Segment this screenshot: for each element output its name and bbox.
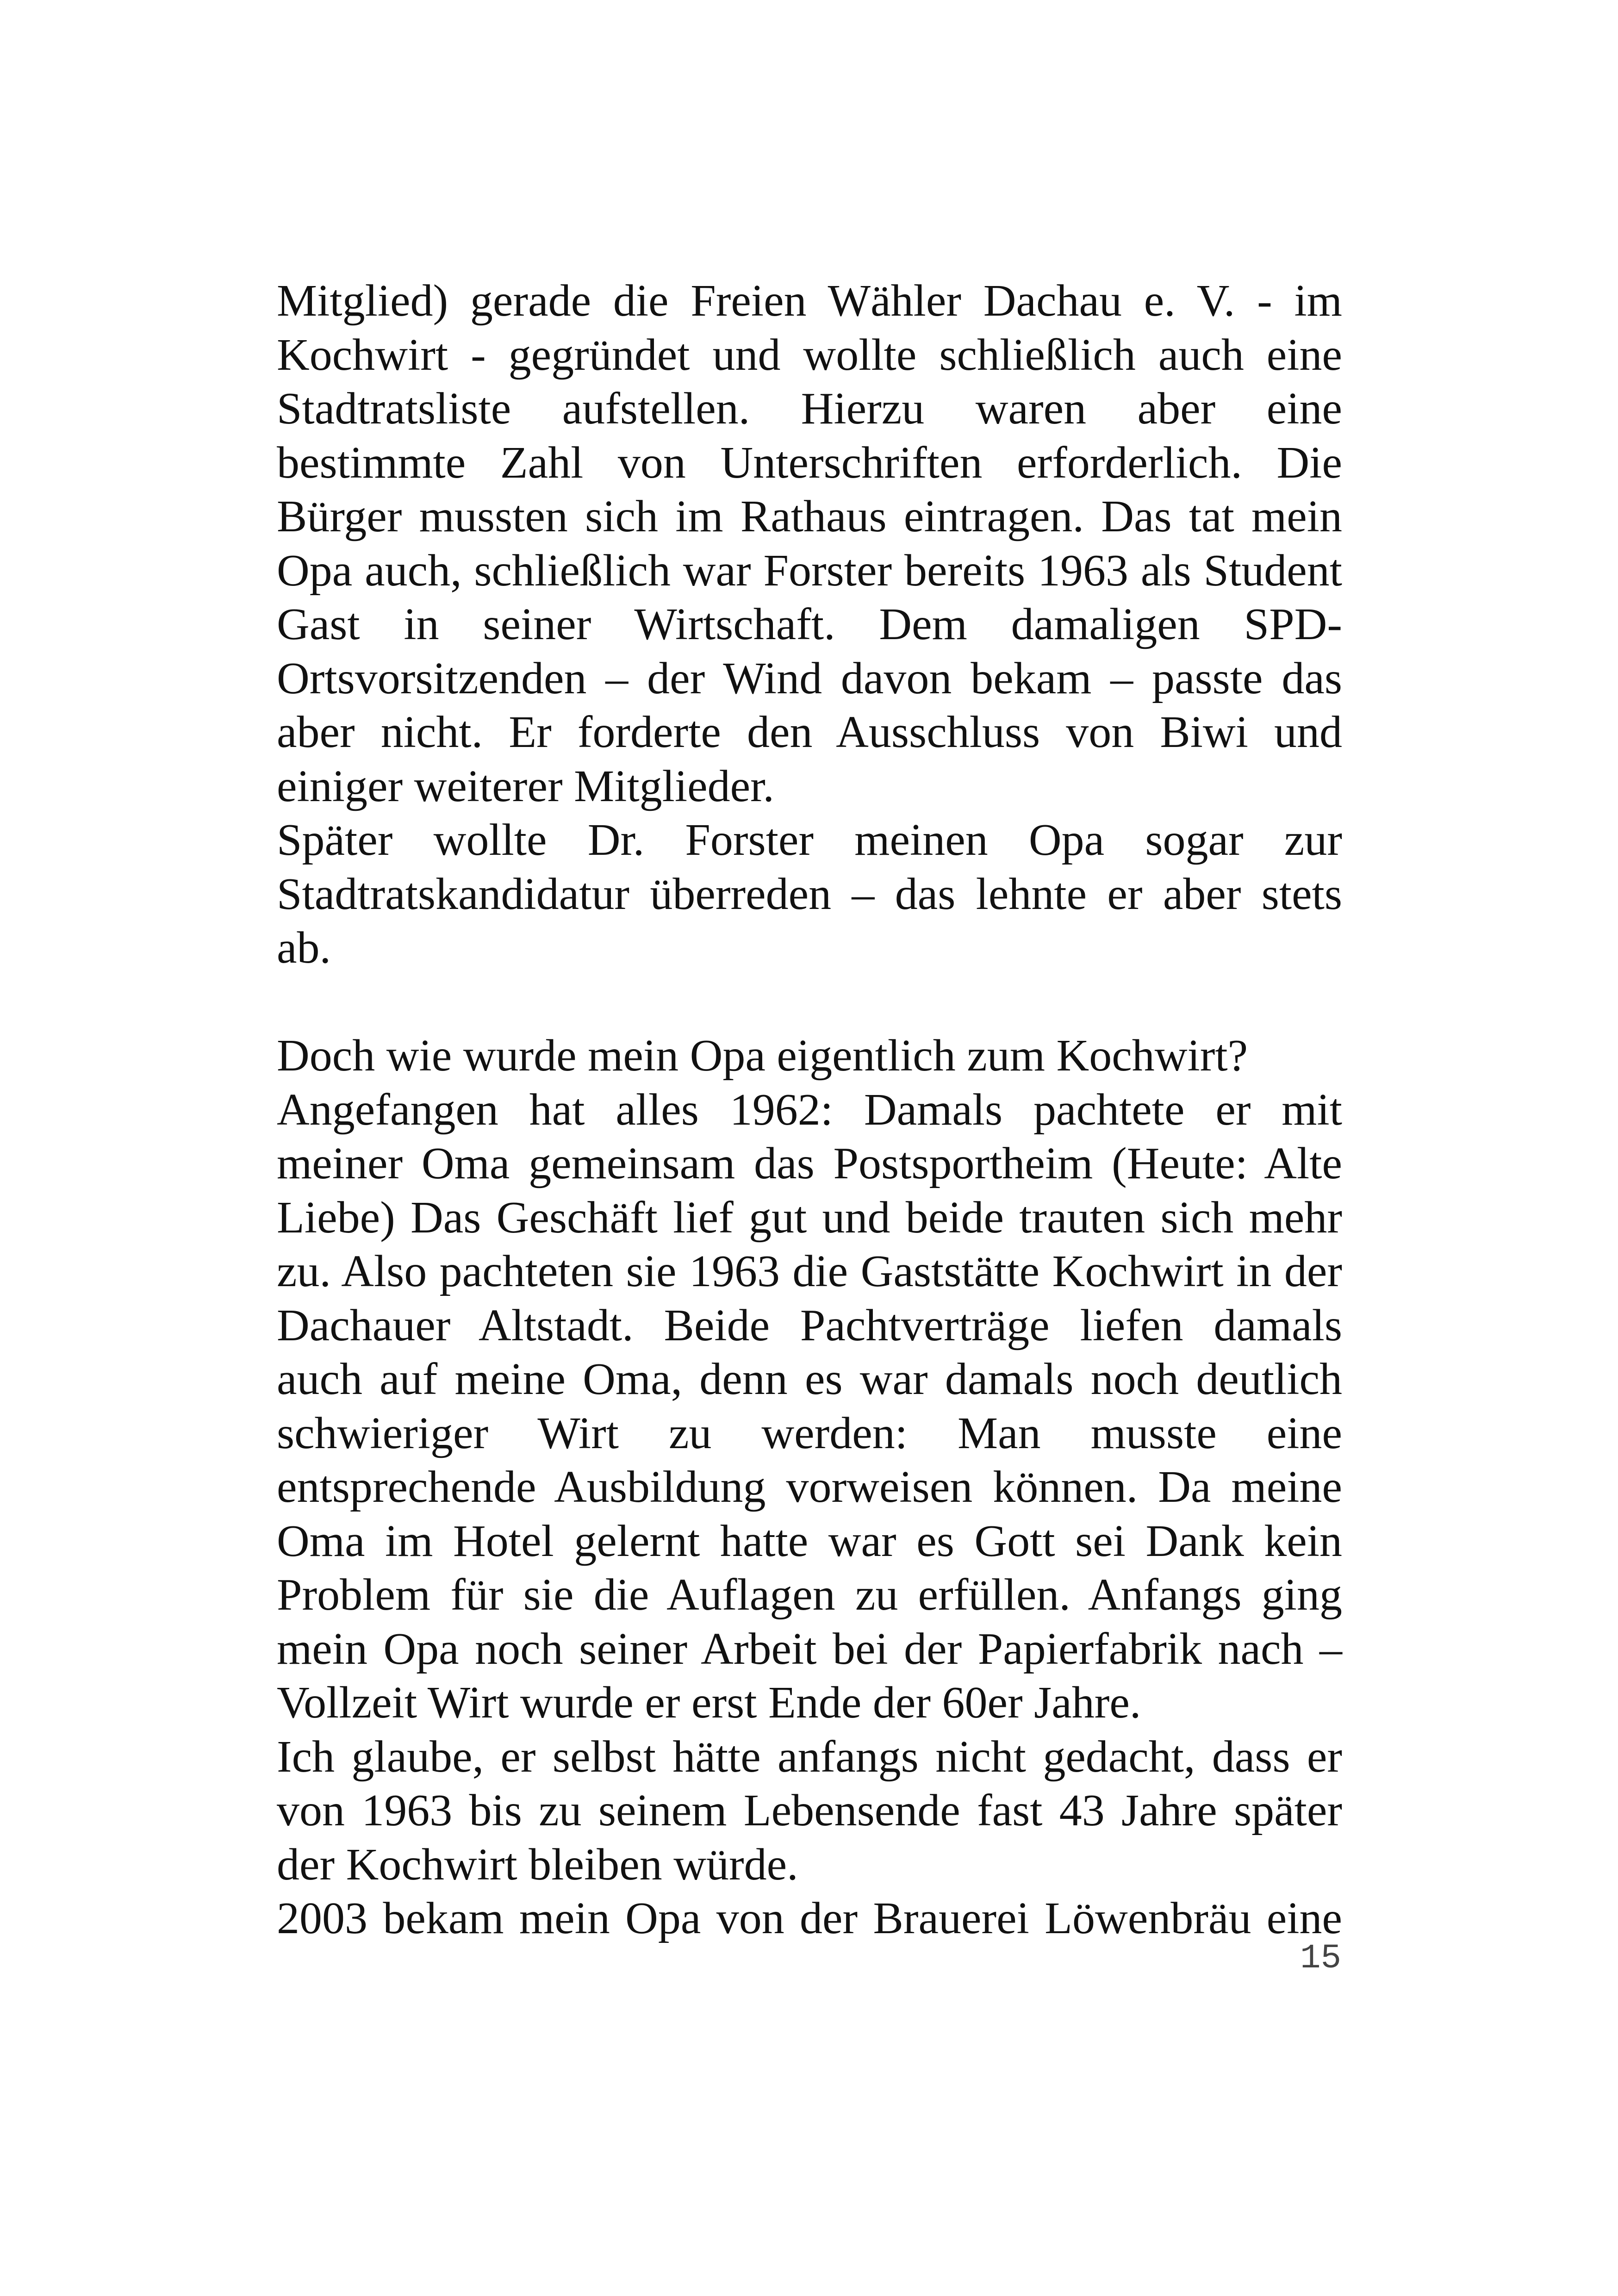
text-line: der Kochwirt bleiben würde. — [277, 1839, 798, 1890]
text-line: einiger weiterer Mitglieder. — [277, 761, 774, 811]
text-line: entsprechende Ausbildung vorweisen können. Da meine — [277, 1462, 1342, 1512]
text-line: Oma im Hotel gelernt hatte war es Gott sei Dank kein — [277, 1516, 1342, 1566]
body-text — [277, 274, 1342, 1946]
text-line: meiner Oma gemeinsam das Postsportheim (Heute: Alte — [277, 1139, 1342, 1188]
text-line: Stadtratsliste aufstellen. Hierzu waren aber eine — [277, 384, 1342, 434]
text-line: mein Opa noch seiner Arbeit bei der Papierfabrik nach – — [277, 1624, 1342, 1674]
text-line: Dachauer Altstadt. Beide Pachtverträge liefen damals — [277, 1300, 1342, 1350]
text-line: Opa auch, schließlich war Forster bereits 1963 als Student — [277, 545, 1342, 596]
text-line: Später wollte Dr. Forster meinen Opa sogar zur — [277, 815, 1342, 865]
text-line: bestimmte Zahl von Unterschriften erforderlich. Die — [277, 437, 1342, 488]
text-line: aber nicht. Er forderte den Ausschluss von Biwi und — [277, 707, 1342, 757]
text-line: Ich glaube, er selbst hätte anfangs nicht gedacht, dass er — [277, 1731, 1342, 1782]
text-line: schwieriger Wirt zu werden: Man musste eine — [277, 1408, 1342, 1458]
text-line: ab. — [277, 923, 331, 973]
text-line: Stadtratskandidatur überreden – das lehnte er aber stets — [277, 869, 1342, 919]
text-line: von 1963 bis zu seinem Lebensende fast 43 Jahre später — [277, 1786, 1342, 1836]
text-line: Kochwirt - gegründet und wollte schließlich auch eine — [277, 330, 1342, 380]
text-line: auch auf meine Oma, denn es war damals noch deutlich — [277, 1354, 1342, 1404]
text-line: 2003 bekam mein Opa von der Brauerei Löwenbräu eine — [277, 1893, 1342, 1943]
text-line: Liebe) Das Geschäft lief gut und beide trauten sich mehr — [277, 1192, 1342, 1243]
text-line: Mitglied) gerade die Freien Wähler Dachau e. V. - im — [277, 276, 1342, 326]
text-line: Angefangen hat alles 1962: Damals pachtete er mit — [277, 1084, 1342, 1135]
text-line: Vollzeit Wirt wurde er erst Ende der 60er Jahre. — [277, 1678, 1141, 1728]
text-line: Gast in seiner Wirtschaft. Dem damaligen SPD- — [277, 599, 1342, 649]
text-line: Bürger mussten sich im Rathaus eintragen. Das tat mein — [277, 492, 1342, 541]
text-line: Problem für sie die Auflagen zu erfüllen. Anfangs ging — [277, 1570, 1342, 1620]
paragraph-break — [277, 975, 1342, 1029]
text-line: Doch wie wurde mein Opa eigentlich zum Kochwirt? — [277, 1031, 1248, 1081]
page-number: 15 — [1300, 1939, 1341, 1978]
text-line: Ortsvorsitzenden – der Wind davon bekam – passte das — [277, 653, 1342, 703]
text-line: zu. Also pachteten sie 1963 die Gaststätte Kochwirt in der — [277, 1246, 1342, 1296]
